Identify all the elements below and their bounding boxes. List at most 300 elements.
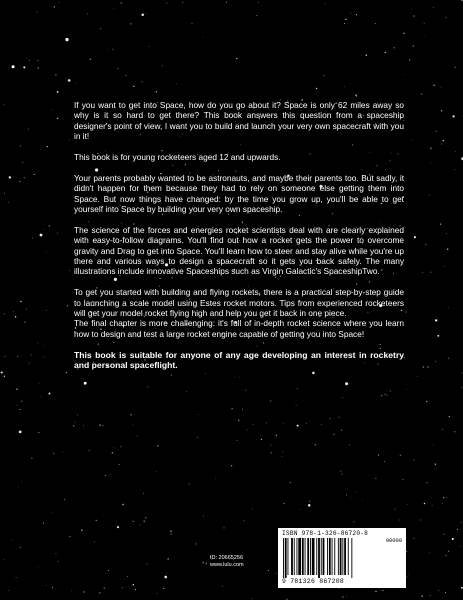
star (284, 503, 285, 504)
star (406, 576, 407, 577)
star (455, 151, 456, 152)
star (54, 6, 55, 7)
star (127, 576, 128, 577)
star (362, 499, 363, 500)
star (297, 388, 298, 389)
star (132, 521, 133, 522)
star (20, 547, 21, 548)
star (112, 49, 113, 50)
star (443, 497, 444, 498)
star (206, 563, 207, 564)
star (356, 491, 357, 492)
star (133, 86, 134, 87)
barcode-bar (348, 538, 349, 575)
star (449, 416, 450, 417)
star (104, 588, 105, 589)
star (445, 555, 446, 556)
blurb-text (74, 100, 404, 381)
star (244, 520, 245, 521)
star (413, 15, 414, 16)
star (448, 358, 449, 359)
star (114, 8, 115, 9)
star (440, 86, 441, 87)
blurb-paragraph-audience: This book is for young rocketeers aged 12 and upwards. (74, 152, 281, 163)
star (381, 395, 382, 396)
isbn-barcode (278, 528, 406, 588)
star (424, 22, 425, 23)
blurb-paragraph-final-chapter: The final chapter is more challenging: it's full of in-depth rocket science where you learn how to design and test a large rocket engine capable of getting you into Space! (74, 318, 404, 339)
star (162, 65, 163, 66)
barcode-bar (294, 538, 295, 575)
star (356, 14, 357, 15)
star (400, 455, 401, 456)
star (108, 570, 109, 571)
star (429, 552, 430, 553)
publisher-website: www.lulu.com (210, 562, 244, 568)
star (71, 590, 72, 591)
star (404, 74, 405, 75)
star (407, 504, 408, 505)
star (256, 15, 257, 16)
star (136, 435, 137, 436)
star (4, 104, 5, 105)
barcode-bar (307, 538, 309, 575)
star (120, 446, 121, 447)
star (16, 577, 17, 578)
star (412, 140, 413, 141)
star (461, 522, 462, 523)
star (26, 309, 27, 310)
star (385, 394, 386, 395)
star (435, 463, 436, 464)
star (426, 401, 427, 402)
star (110, 474, 111, 475)
star (215, 478, 216, 479)
barcode-bar (344, 538, 346, 575)
star (281, 456, 282, 457)
star (448, 307, 449, 308)
star (390, 391, 391, 392)
star (245, 390, 246, 391)
star (325, 3, 326, 4)
star (69, 536, 70, 537)
star (24, 321, 25, 322)
star (430, 148, 431, 149)
star (366, 54, 367, 55)
star (375, 591, 376, 592)
star (342, 596, 343, 597)
star (31, 458, 32, 459)
star (142, 81, 143, 82)
star (242, 409, 243, 410)
star (461, 546, 462, 547)
star (77, 414, 78, 415)
star (51, 109, 52, 110)
star (18, 487, 19, 488)
star (425, 35, 426, 36)
star (119, 464, 120, 465)
star (271, 445, 272, 446)
star (408, 574, 409, 575)
star (238, 420, 239, 421)
star (58, 561, 59, 562)
star (100, 28, 101, 29)
star (156, 91, 157, 92)
star (117, 68, 118, 69)
star (74, 422, 75, 423)
star (365, 594, 366, 595)
star (176, 83, 177, 84)
star (316, 88, 317, 89)
star (342, 397, 343, 398)
barcode-bar (288, 538, 289, 575)
star (350, 13, 351, 14)
star (52, 587, 53, 588)
star (345, 382, 348, 385)
star (49, 393, 51, 395)
star (445, 17, 446, 18)
star (384, 461, 385, 462)
star (36, 12, 37, 13)
star (84, 382, 87, 385)
star (315, 444, 316, 445)
star (333, 434, 334, 435)
star (271, 452, 272, 453)
star (16, 389, 17, 390)
star (344, 86, 345, 87)
star (143, 520, 144, 521)
barcode-bar (329, 538, 331, 575)
star (146, 13, 147, 14)
star (406, 551, 407, 552)
star (323, 75, 324, 76)
publisher-id-block (210, 555, 244, 569)
star (132, 425, 133, 426)
star (385, 52, 386, 53)
star (57, 118, 58, 119)
star (57, 233, 58, 234)
barcode-bar (283, 538, 284, 578)
star (49, 225, 50, 226)
star (4, 376, 5, 377)
star (192, 23, 193, 24)
star (122, 504, 123, 505)
star (64, 499, 65, 500)
star (375, 23, 376, 24)
star (4, 559, 5, 560)
star (65, 38, 68, 41)
star (430, 595, 431, 596)
star (112, 452, 113, 453)
star (378, 454, 379, 455)
star (68, 79, 71, 82)
star (46, 310, 47, 311)
blurb-paragraph-model-rockets: To get you started with building and flying rockets, there is a practical step-by-step guide to launching a scale model using Estes rocket motors. Tips from experienced rocketeers will get your model rocket flying high and help you get it back in one piece. (74, 287, 404, 319)
star (17, 356, 18, 357)
barcode-bar (351, 538, 352, 578)
star (67, 305, 68, 306)
star (81, 529, 82, 530)
star (435, 319, 437, 321)
star (429, 195, 430, 196)
star (69, 140, 70, 141)
star (20, 145, 21, 146)
star (66, 372, 67, 373)
barcode-bar (302, 538, 304, 575)
star (457, 529, 458, 530)
star (421, 94, 422, 95)
star (44, 357, 45, 358)
barcode-bar (342, 538, 343, 575)
star (270, 400, 271, 401)
star (40, 234, 43, 237)
star (421, 595, 422, 596)
star (8, 202, 9, 203)
star (37, 60, 38, 61)
star (441, 144, 442, 145)
star (182, 2, 183, 3)
star (226, 2, 227, 3)
star (341, 473, 342, 474)
star (253, 424, 254, 425)
star (297, 425, 299, 427)
star (57, 91, 59, 93)
star (344, 23, 345, 24)
star (20, 301, 21, 302)
star (4, 193, 5, 194)
star (341, 430, 342, 431)
star (46, 585, 47, 586)
star (117, 526, 119, 528)
star (411, 9, 412, 10)
star (8, 590, 9, 591)
star (99, 424, 100, 425)
star (147, 386, 148, 387)
star (130, 23, 131, 24)
star (69, 270, 70, 271)
star (41, 396, 42, 397)
star (12, 540, 13, 541)
star (423, 366, 424, 367)
star (15, 316, 17, 318)
star (19, 431, 22, 434)
blurb-paragraph-science: The science of the forces and energies rocket scientists deal with are clearly explained with easy-to-follow diagrams. You'll find out how a rocket gets the power to overcome gravity and Drag to get into Space. You'll learn how to steer and stay alive while you're up there and various ways to design a spacecraft so it gets you back safely. The many illustrations include innovative Spaceships such as Virgin Galactic's SpaceshipTwo. (74, 224, 404, 277)
star (31, 354, 32, 355)
star (55, 74, 56, 75)
star (424, 503, 425, 504)
star (433, 7, 434, 8)
star (430, 162, 431, 163)
star (442, 503, 443, 504)
blurb-paragraph-parents: Your parents probably wanted to be astronauts, and maybe their parents too. But sadly, it didn't happen for them because they had to rely on someone else getting them into Space. But now things have changed: by the time you grow up, you'll be able to get yourself into Space by building your very own spaceship. (74, 172, 404, 215)
star (90, 59, 91, 60)
star (34, 174, 35, 175)
star (236, 58, 237, 59)
star (59, 2, 60, 3)
star (266, 422, 267, 423)
star (76, 83, 77, 84)
barcode-bar (334, 538, 335, 575)
star (139, 524, 140, 525)
star (113, 447, 114, 448)
star (62, 452, 63, 453)
star (22, 162, 23, 163)
star (157, 445, 158, 446)
star (22, 481, 23, 482)
star (329, 418, 330, 419)
star (51, 512, 52, 513)
barcode-bar (338, 538, 339, 575)
star (232, 408, 233, 409)
star (406, 389, 407, 390)
star (105, 475, 106, 476)
barcode-bar (327, 538, 328, 575)
star (438, 590, 439, 591)
star (167, 559, 168, 560)
star (461, 387, 462, 388)
star (224, 527, 225, 528)
barcode-bar (323, 538, 325, 575)
star (436, 131, 437, 132)
star (96, 520, 97, 521)
star (420, 520, 421, 521)
star (283, 423, 284, 424)
star (26, 57, 27, 58)
barcode-bar (298, 538, 301, 575)
star (237, 440, 238, 441)
star (135, 589, 136, 590)
blurb-paragraph-suitability: This book is suitable for anyone of any age developing an interest in rocketry and personal spaceflight. (74, 349, 404, 371)
star (387, 395, 388, 396)
star (426, 482, 427, 483)
star (413, 45, 414, 46)
star (170, 530, 171, 531)
star (203, 562, 204, 563)
star (268, 570, 269, 571)
star (133, 584, 134, 585)
star (46, 251, 47, 252)
star (23, 66, 25, 68)
star (448, 551, 449, 552)
star (56, 553, 57, 554)
star (356, 96, 357, 97)
star (19, 181, 20, 182)
star (4, 313, 5, 314)
star (247, 429, 248, 430)
star (120, 3, 121, 4)
star (393, 47, 394, 48)
barcode-bar (340, 538, 342, 575)
star (452, 538, 454, 540)
star (99, 592, 100, 593)
star (102, 425, 103, 426)
star (296, 405, 297, 406)
star (413, 538, 414, 539)
barcode-bars (282, 538, 378, 578)
star (5, 136, 6, 137)
star (144, 518, 145, 519)
star (252, 598, 253, 599)
star (28, 128, 29, 129)
star (53, 453, 54, 454)
barcode-bar (291, 538, 293, 575)
star (34, 406, 35, 407)
star (196, 543, 197, 544)
star (89, 450, 90, 451)
star (43, 522, 44, 523)
star (353, 521, 354, 522)
star (94, 542, 95, 543)
star (300, 509, 301, 510)
star (163, 588, 164, 589)
star (171, 533, 172, 534)
star (83, 591, 84, 592)
star (409, 59, 410, 60)
star (443, 140, 444, 141)
star (73, 425, 74, 426)
barcode-digits: 9 781326 867208 (282, 578, 345, 585)
star (145, 517, 146, 518)
star (413, 460, 414, 461)
star (203, 516, 204, 517)
star (198, 414, 199, 415)
star (349, 497, 350, 498)
star (29, 363, 30, 364)
star (446, 497, 447, 498)
star (427, 366, 428, 367)
star (403, 33, 404, 34)
star (283, 451, 284, 452)
star (17, 405, 18, 406)
star (147, 563, 148, 564)
star (19, 409, 20, 410)
star (12, 65, 15, 68)
star (375, 478, 376, 479)
star (309, 501, 310, 502)
star (231, 465, 232, 466)
blurb-paragraph-intro: If you want to get into Space, how do you go about it? Space is only 62 miles away so why is it so hard to get there? This book answers this question from a spaceship designer's point of view, I want you to build and launch your very own spacecraft with you in it! (74, 100, 404, 142)
star (425, 244, 426, 245)
star (430, 272, 431, 273)
star (197, 437, 198, 438)
star (435, 361, 436, 362)
barcode-bar (332, 538, 333, 575)
star (395, 509, 396, 510)
star (44, 346, 45, 347)
star (24, 177, 25, 178)
star (339, 417, 340, 418)
star (38, 67, 39, 68)
star (39, 383, 40, 384)
star (37, 567, 38, 568)
star (402, 479, 403, 480)
star (446, 233, 447, 234)
star (1, 371, 3, 373)
star (444, 534, 445, 535)
star (321, 424, 322, 425)
star (203, 37, 204, 38)
star (261, 439, 262, 440)
star (164, 576, 167, 579)
star (166, 3, 167, 4)
star (252, 509, 253, 510)
star (432, 505, 433, 506)
star (189, 483, 190, 484)
star (445, 592, 446, 593)
star (346, 495, 347, 496)
star (447, 248, 448, 249)
star (143, 493, 144, 494)
